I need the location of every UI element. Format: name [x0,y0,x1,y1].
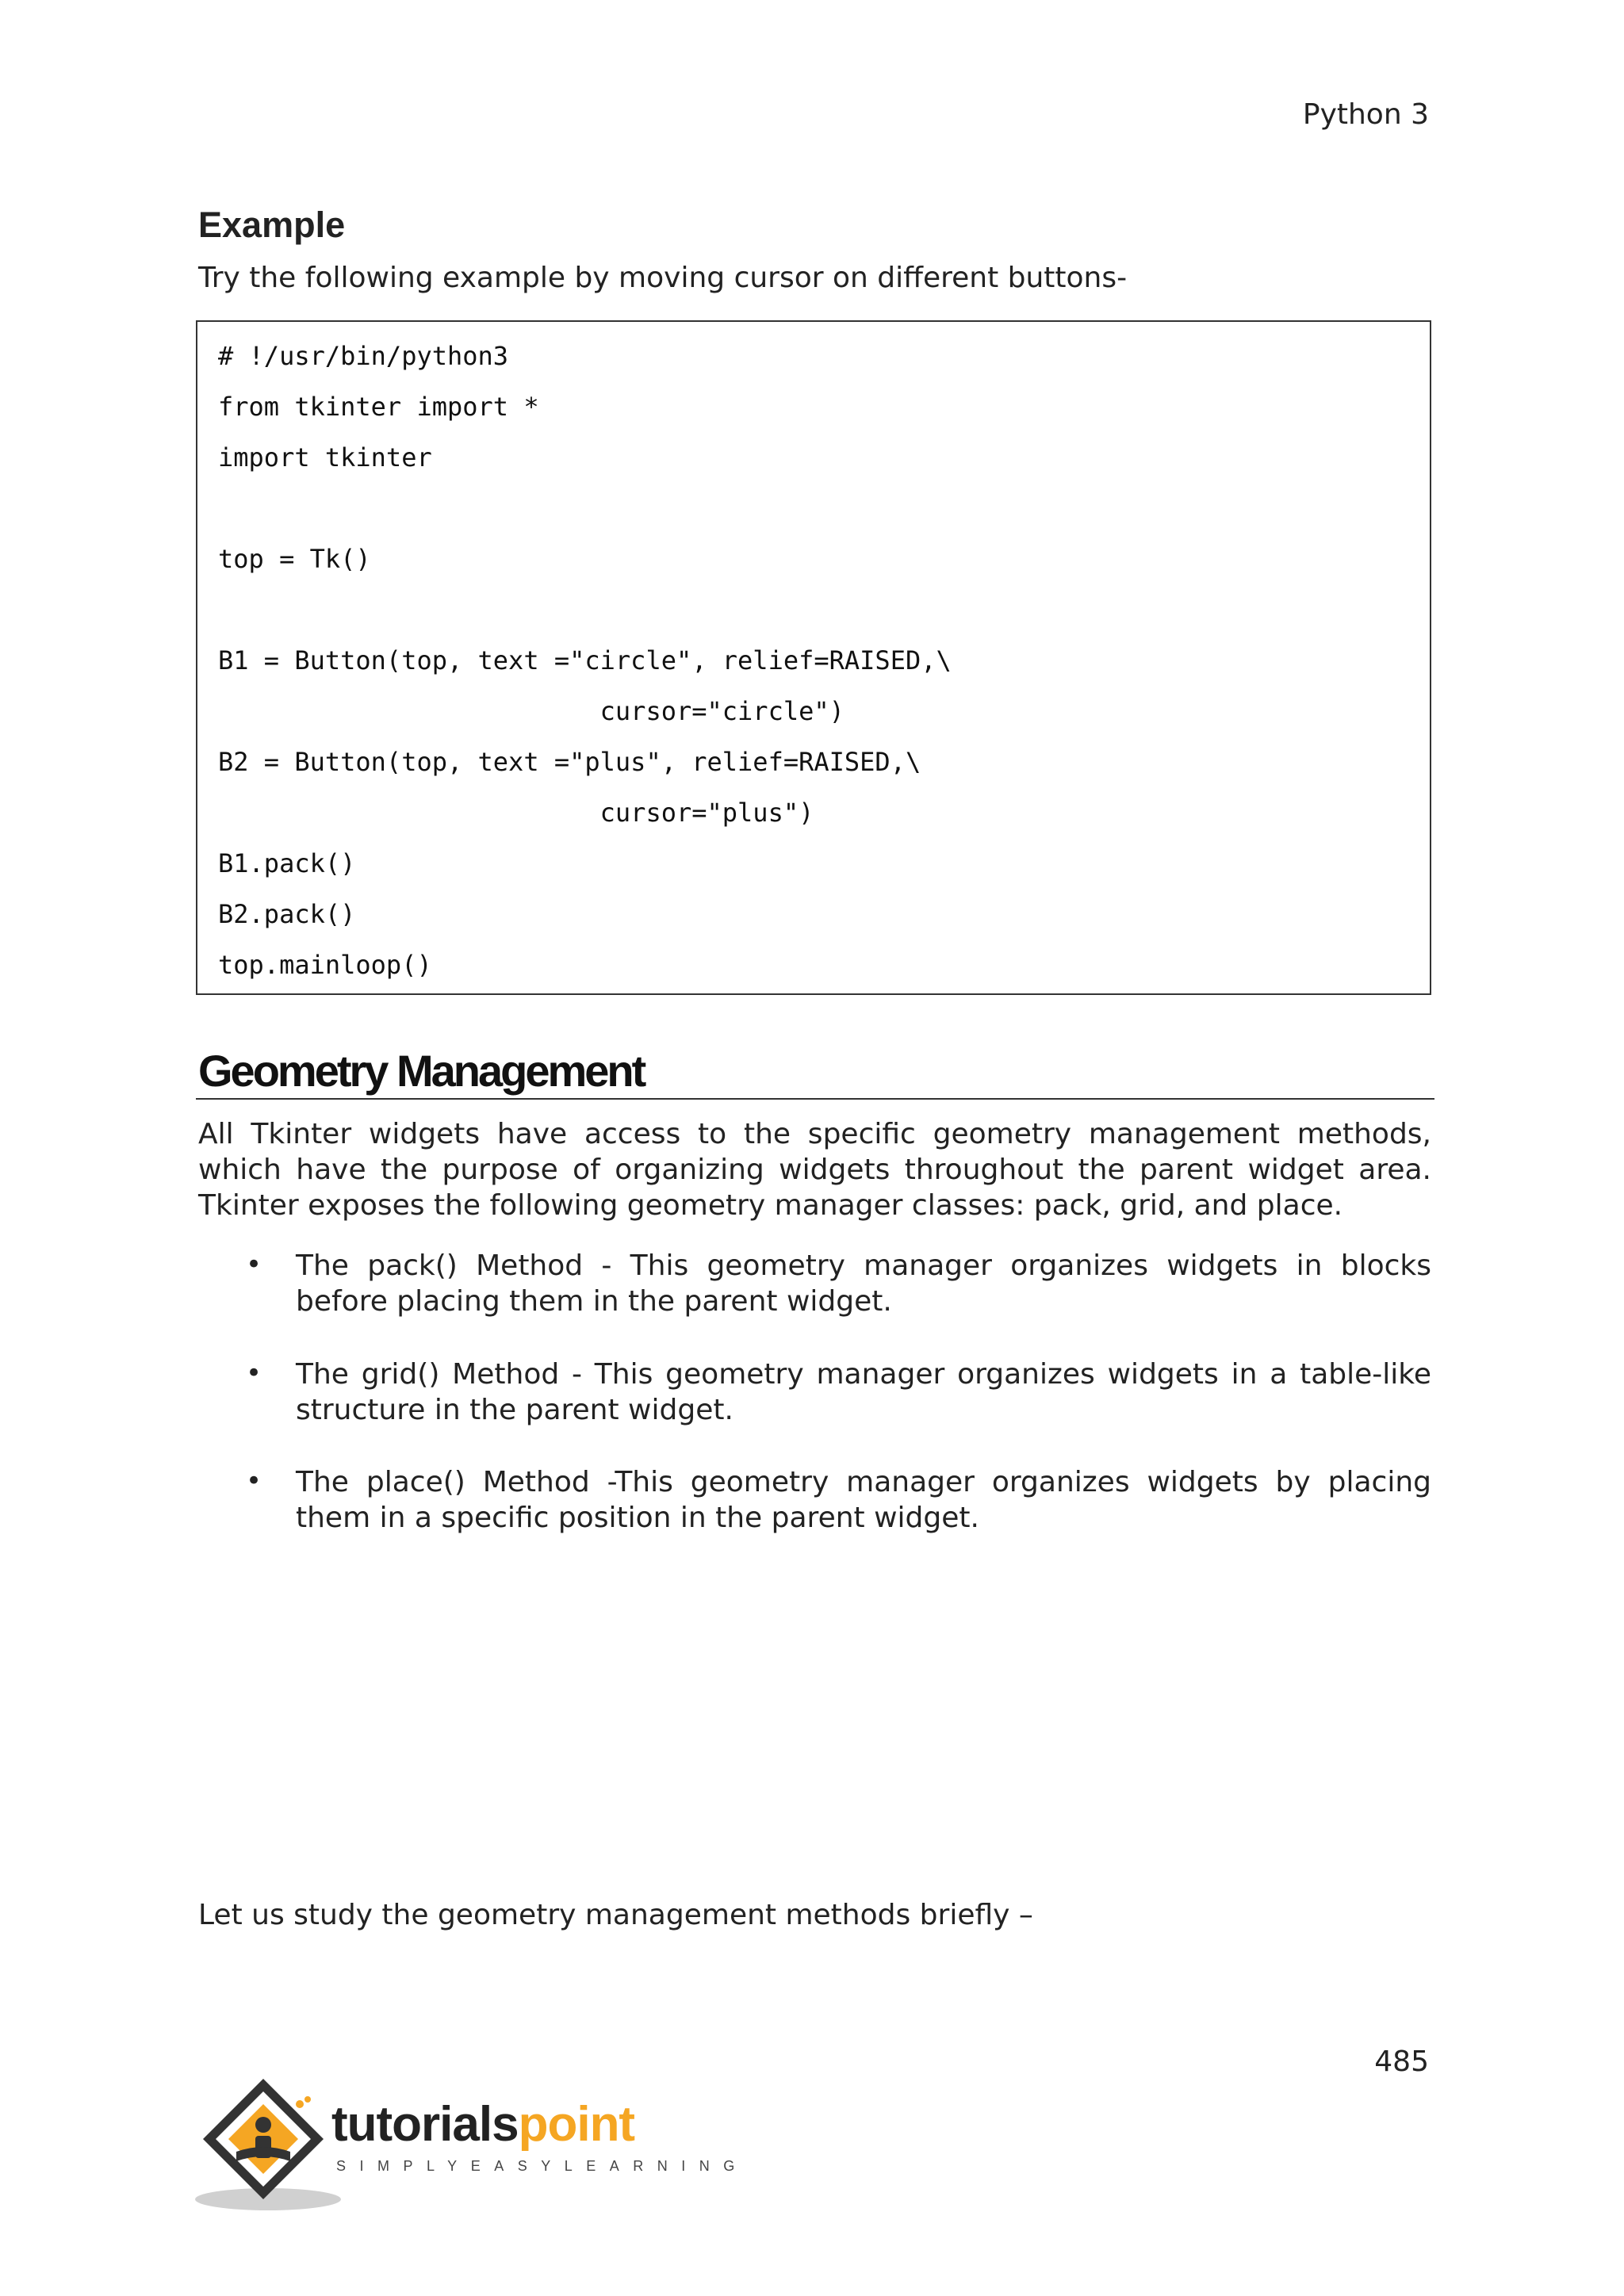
bullet-item: The pack() Method - This geometry manager organizes widgets in blocks before placing them in the parent widget. [296,1249,1431,1318]
logo-tagline: SIMPLYEASYLEARNING [336,2158,749,2174]
heading-rule [196,1098,1434,1100]
code-line: cursor="plus") [218,798,814,828]
code-line: from tkinter import * [218,392,539,422]
code-line: top = Tk() [218,544,371,574]
code-line: # !/usr/bin/python3 [218,341,509,371]
page-number: 485 [1374,2045,1429,2078]
code-line: B1 = Button(top, text ="circle", relief=RAISED,\ [218,645,952,675]
bullet-item: The grid() Method - This geometry manager organizes widgets in a table-like structure in the parent widget. [296,1358,1431,1426]
code-line: B2 = Button(top, text ="plus", relief=RAISED,\ [218,747,921,777]
bullet-item: The place() Method -This geometry manager organizes widgets by placing them in a specific position in the parent widget. [296,1466,1431,1534]
code-line: B1.pack() [218,848,356,878]
code-line: cursor="circle") [218,696,845,726]
bullet-icon: • [246,1249,262,1280]
code-line: top.mainloop() [218,950,432,980]
bullet-icon: • [246,1465,262,1497]
code-line: B2.pack() [218,899,356,929]
section-paragraph: All Tkinter widgets have access to the specific geometry management methods, which have the purpose of organizing widgets throughout the parent widget area. Tkinter exposes the following geometry manager classes: pack, grid, and place. [198,1118,1431,1222]
code-line: import tkinter [218,442,432,473]
example-heading: Example [198,205,346,245]
running-header: Python 3 [1302,98,1429,131]
bullet-icon: • [246,1357,262,1389]
section-heading: Geometry Management [198,1046,645,1096]
example-intro: Try the following example by moving cursor on different buttons- [198,262,1128,294]
closing-sentence: Let us study the geometry management methods briefly – [198,1899,1033,1931]
logo-wordmark: tutorialspoint [331,2097,635,2152]
code-block [196,320,1431,995]
